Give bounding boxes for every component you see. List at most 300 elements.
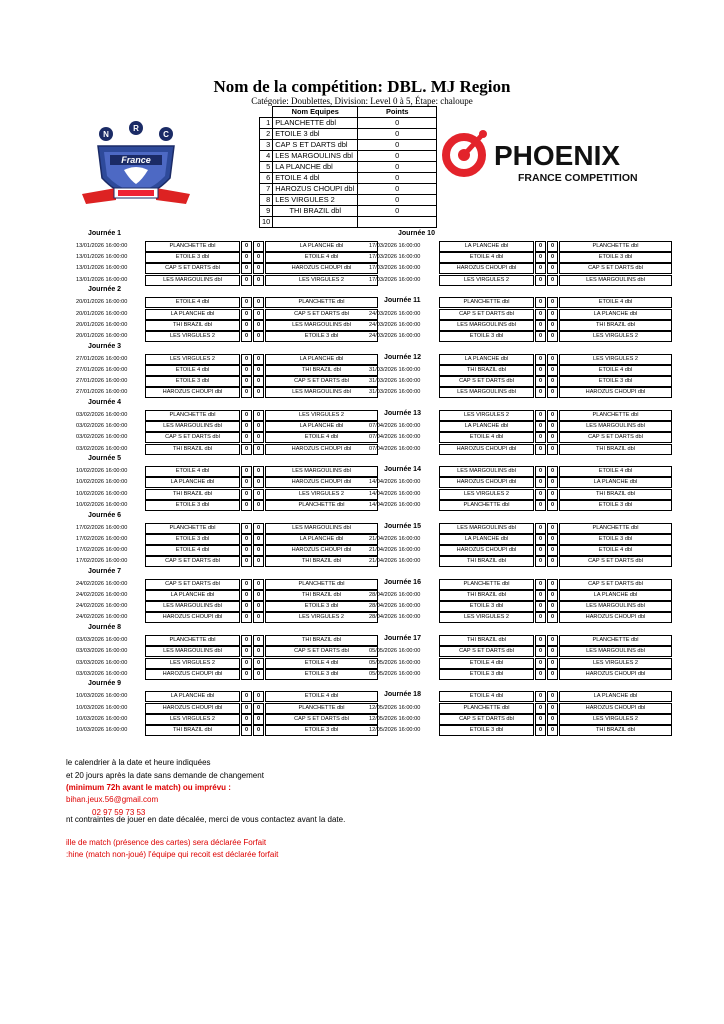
- match-row: [439, 331, 672, 341]
- away-team: ETOILE 3 dbl: [265, 725, 378, 736]
- away-score: 0: [253, 489, 264, 500]
- match-row: [145, 410, 378, 420]
- away-team: PLANCHETTE dbl: [265, 579, 378, 590]
- match-row: [145, 263, 378, 273]
- home-score: 0: [535, 646, 546, 657]
- away-team: HAROZUS CHOUPI dbl: [265, 444, 378, 455]
- match-date: 20/01/2026 16:00:00: [76, 321, 128, 328]
- team-row: [260, 206, 437, 217]
- away-score: 0: [253, 354, 264, 365]
- team-points: 0: [358, 173, 437, 184]
- journee-title: Journée 15: [384, 522, 421, 530]
- home-team: LES MARGOULINS dbl: [439, 387, 534, 398]
- away-score: 0: [253, 579, 264, 590]
- journee-title: Journée 11: [384, 297, 421, 305]
- home-team: LA PLANCHE dbl: [145, 590, 240, 601]
- team-name: ETOILE 4 dbl: [273, 173, 358, 184]
- match-row: [439, 309, 672, 319]
- journee-title: Journée 7: [88, 567, 122, 575]
- home-score: 0: [535, 523, 546, 534]
- away-score: 0: [253, 297, 264, 308]
- away-score: 0: [253, 444, 264, 455]
- home-team: LES MARGOULINS dbl: [145, 275, 240, 286]
- away-team: ETOILE 4 dbl: [265, 658, 378, 669]
- away-team: HAROZUS CHOUPI dbl: [265, 545, 378, 556]
- home-team: THI BRAZIL dbl: [439, 365, 534, 376]
- away-team: THI BRAZIL dbl: [265, 365, 378, 376]
- away-score: 0: [253, 252, 264, 263]
- away-team: ETOILE 3 dbl: [559, 534, 672, 545]
- home-score: 0: [535, 601, 546, 612]
- away-score: 0: [253, 635, 264, 646]
- team-row: [260, 162, 437, 173]
- away-team: ETOILE 4 dbl: [559, 545, 672, 556]
- away-team: ETOILE 4 dbl: [265, 691, 378, 702]
- home-team: LES VIRGULES 2: [145, 354, 240, 365]
- match-date: 03/03/2026 16:00:00: [76, 670, 128, 677]
- page-subtitle: Catégorie: Doublettes, Division: Level 0 à 5, Étape: chaloupe: [251, 96, 473, 106]
- home-team: CAP S ET DARTS dbl: [145, 579, 240, 590]
- away-team: HAROZUS CHOUPI dbl: [265, 263, 378, 274]
- away-team: LES VIRGULES 2: [559, 658, 672, 669]
- journee-title: Journée 5: [88, 455, 122, 463]
- match-row: [145, 635, 378, 645]
- team-name: PLANCHETTE dbl: [273, 118, 358, 129]
- match-date: 12/05/2026 16:00:00: [369, 727, 421, 733]
- away-score: 0: [253, 691, 264, 702]
- home-score: 0: [535, 658, 546, 669]
- match-date: 07/04/2026 16:00:00: [369, 434, 421, 441]
- away-score: 0: [253, 500, 264, 511]
- away-score: 0: [547, 669, 558, 680]
- home-score: 0: [535, 410, 546, 421]
- away-team: ETOILE 3 dbl: [265, 601, 378, 612]
- away-score: 0: [547, 432, 558, 443]
- home-team: ETOILE 3 dbl: [145, 534, 240, 545]
- away-team: THI BRAZIL dbl: [265, 590, 378, 601]
- match-row: [439, 635, 672, 645]
- home-score: 0: [241, 320, 252, 331]
- home-team: THI BRAZIL dbl: [439, 556, 534, 567]
- home-score: 0: [535, 534, 546, 545]
- away-team: CAP S ET DARTS dbl: [265, 714, 378, 725]
- journee-title: Journée 4: [88, 398, 122, 406]
- team-points: 0: [358, 206, 437, 217]
- home-score: 0: [535, 477, 546, 488]
- journee-title: Journée 1: [88, 230, 122, 237]
- match-date: 24/02/2026 16:00:00: [76, 603, 128, 610]
- match-date: 03/02/2026 16:00:00: [76, 445, 128, 452]
- match-date: 12/05/2026 16:00:00: [369, 704, 421, 711]
- match-row: [439, 691, 672, 701]
- home-score: 0: [535, 500, 546, 511]
- home-score: 0: [241, 410, 252, 421]
- journee-title: Journée 16: [384, 578, 421, 586]
- team-row: [260, 118, 437, 129]
- footer-line: nt contraintes de jouer en date décalée, merci de vous contactez avant la date.: [66, 815, 346, 824]
- team-name: CAP S ET DARTS dbl: [273, 140, 358, 151]
- away-team: PLANCHETTE dbl: [559, 241, 672, 252]
- away-score: 0: [253, 320, 264, 331]
- home-score: 0: [241, 703, 252, 714]
- match-date: 14/04/2026 16:00:00: [369, 490, 421, 497]
- home-team: HAROZUS CHOUPI dbl: [439, 263, 534, 274]
- away-score: 0: [547, 263, 558, 274]
- home-score: 0: [241, 263, 252, 274]
- team-rank: 5: [260, 162, 273, 173]
- away-score: 0: [253, 725, 264, 736]
- home-team: ETOILE 3 dbl: [439, 725, 534, 736]
- home-team: ETOILE 3 dbl: [439, 331, 534, 342]
- match-row: [145, 387, 378, 397]
- away-score: 0: [547, 477, 558, 488]
- team-name: LES VIRGULES 2: [273, 195, 358, 206]
- away-score: 0: [547, 534, 558, 545]
- match-row: [439, 669, 672, 679]
- team-points: 0: [358, 162, 437, 173]
- match-row: [145, 444, 378, 454]
- home-team: LES VIRGULES 2: [439, 275, 534, 286]
- match-row: [439, 658, 672, 668]
- home-score: 0: [535, 252, 546, 263]
- team-points: 0: [358, 184, 437, 195]
- match-date: 17/02/2026 16:00:00: [76, 558, 128, 565]
- match-date: 03/03/2026 16:00:00: [76, 637, 128, 644]
- away-score: 0: [253, 331, 264, 342]
- team-row: [260, 195, 437, 206]
- away-score: 0: [547, 500, 558, 511]
- team-points: 0: [358, 151, 437, 162]
- home-team: ETOILE 3 dbl: [145, 500, 240, 511]
- away-team: LES VIRGULES 2: [559, 354, 672, 365]
- match-date: 24/02/2026 16:00:00: [76, 592, 128, 598]
- match-row: [145, 320, 378, 330]
- match-date: 12/05/2026 16:00:00: [369, 715, 421, 722]
- home-score: 0: [241, 534, 252, 545]
- journee-title: Journée 6: [88, 511, 122, 519]
- away-score: 0: [547, 579, 558, 590]
- match-date: 28/04/2026 16:00:00: [369, 592, 421, 598]
- home-score: 0: [241, 658, 252, 669]
- home-team: HAROZUS CHOUPI dbl: [145, 387, 240, 398]
- journee-title: Journée 18: [384, 691, 421, 699]
- teams-table: [259, 106, 437, 228]
- away-team: LA PLANCHE dbl: [559, 590, 672, 601]
- team-points: 0: [358, 129, 437, 140]
- journee-title: Journée 3: [88, 342, 122, 350]
- home-team: HAROZUS CHOUPI dbl: [439, 477, 534, 488]
- home-team: ETOILE 4 dbl: [145, 297, 240, 308]
- away-team: LA PLANCHE dbl: [559, 477, 672, 488]
- match-row: [145, 489, 378, 499]
- match-row: [145, 545, 378, 555]
- home-score: 0: [535, 444, 546, 455]
- away-team: LES VIRGULES 2: [559, 714, 672, 725]
- team-name: THI BRAZIL dbl: [273, 206, 358, 217]
- home-score: 0: [535, 669, 546, 680]
- team-points: 0: [358, 140, 437, 151]
- match-date: 07/04/2026 16:00:00: [369, 445, 421, 452]
- home-team: LES MARGOULINS dbl: [145, 646, 240, 657]
- home-team: PLANCHETTE dbl: [439, 297, 534, 308]
- home-team: PLANCHETTE dbl: [145, 523, 240, 534]
- home-team: ETOILE 3 dbl: [145, 252, 240, 263]
- match-date: 24/03/2026 16:00:00: [369, 321, 421, 328]
- match-row: [439, 579, 672, 589]
- footer-line: (minimum 72h avant le match) ou imprévu :: [66, 783, 231, 792]
- home-team: CAP S ET DARTS dbl: [145, 432, 240, 443]
- match-date: 17/03/2026 16:00:00: [369, 254, 421, 261]
- footer-line: et 20 jours après la date sans demande de changement: [66, 771, 264, 780]
- away-score: 0: [547, 590, 558, 601]
- journee-title: Journée 8: [88, 624, 122, 632]
- away-team: CAP S ET DARTS dbl: [559, 432, 672, 443]
- match-date: 31/03/2026 16:00:00: [369, 378, 421, 384]
- home-team: THI BRAZIL dbl: [439, 635, 534, 646]
- home-score: 0: [535, 432, 546, 443]
- home-team: ETOILE 4 dbl: [145, 545, 240, 556]
- match-row: [145, 714, 378, 724]
- home-team: THI BRAZIL dbl: [439, 590, 534, 601]
- home-score: 0: [241, 500, 252, 511]
- match-row: [145, 252, 378, 262]
- ffd-france-logo: [76, 118, 196, 218]
- away-team: CAP S ET DARTS dbl: [559, 579, 672, 590]
- home-team: HAROZUS CHOUPI dbl: [145, 703, 240, 714]
- match-date: 05/05/2026 16:00:00: [369, 659, 421, 666]
- away-score: 0: [547, 421, 558, 432]
- match-date: 10/03/2026 16:00:00: [76, 704, 128, 711]
- away-score: 0: [547, 601, 558, 612]
- match-row: [145, 703, 378, 713]
- away-team: LES VIRGULES 2: [265, 410, 378, 421]
- away-score: 0: [547, 466, 558, 477]
- home-score: 0: [241, 365, 252, 376]
- match-row: [145, 354, 378, 364]
- away-score: 0: [253, 376, 264, 387]
- match-row: [145, 534, 378, 544]
- away-score: 0: [253, 421, 264, 432]
- home-score: 0: [241, 691, 252, 702]
- home-team: HAROZUS CHOUPI dbl: [145, 669, 240, 680]
- home-team: PLANCHETTE dbl: [145, 241, 240, 252]
- home-team: LES MARGOULINS dbl: [145, 421, 240, 432]
- match-row: [145, 365, 378, 375]
- team-rank: 9: [260, 206, 273, 217]
- home-score: 0: [535, 714, 546, 725]
- home-score: 0: [535, 331, 546, 342]
- away-score: 0: [547, 691, 558, 702]
- team-name: HAROZUS CHOUPI dbl: [273, 184, 358, 195]
- match-date: 03/02/2026 16:00:00: [76, 423, 128, 430]
- team-row: [260, 173, 437, 184]
- journee-title: Journée 9: [88, 680, 122, 688]
- away-team: LES VIRGULES 2: [559, 331, 672, 342]
- away-score: 0: [547, 252, 558, 263]
- away-score: 0: [547, 387, 558, 398]
- match-row: [439, 703, 672, 713]
- home-score: 0: [241, 297, 252, 308]
- match-date: 28/04/2026 16:00:00: [369, 614, 421, 621]
- match-date: 10/03/2026 16:00:00: [76, 715, 128, 722]
- match-date: 27/01/2026 16:00:00: [76, 389, 128, 396]
- phoenix-name: PHOENIX: [494, 140, 621, 171]
- phoenix-tagline: FRANCE COMPETITION: [518, 172, 638, 184]
- match-date: 17/02/2026 16:00:00: [76, 535, 128, 542]
- page-title: Nom de la compétition: DBL. MJ Region: [213, 77, 511, 96]
- match-date: 10/02/2026 16:00:00: [76, 501, 128, 508]
- team-row: [260, 140, 437, 151]
- match-row: [145, 601, 378, 611]
- home-team: LES MARGOULINS dbl: [439, 466, 534, 477]
- match-date: 17/02/2026 16:00:00: [76, 524, 128, 531]
- away-score: 0: [547, 410, 558, 421]
- home-score: 0: [241, 601, 252, 612]
- match-row: [145, 477, 378, 487]
- home-team: LES VIRGULES 2: [145, 658, 240, 669]
- home-team: ETOILE 4 dbl: [439, 432, 534, 443]
- away-team: PLANCHETTE dbl: [265, 703, 378, 714]
- away-score: 0: [253, 263, 264, 274]
- home-team: CAP S ET DARTS dbl: [439, 646, 534, 657]
- home-score: 0: [535, 489, 546, 500]
- away-score: 0: [547, 714, 558, 725]
- away-team: ETOILE 3 dbl: [265, 669, 378, 680]
- match-row: [145, 275, 378, 285]
- away-score: 0: [547, 612, 558, 623]
- away-team: LES MARGOULINS dbl: [265, 466, 378, 477]
- away-score: 0: [253, 410, 264, 421]
- match-row: [439, 612, 672, 622]
- home-team: CAP S ET DARTS dbl: [439, 309, 534, 320]
- match-date: 27/01/2026 16:00:00: [76, 378, 128, 384]
- match-date: 17/03/2026 16:00:00: [369, 243, 421, 249]
- away-score: 0: [253, 477, 264, 488]
- match-row: [145, 500, 378, 510]
- journee-title: Journée 13: [384, 409, 421, 417]
- away-team: LES MARGOULINS dbl: [265, 320, 378, 331]
- footer-line: bihan.jeux.56@gmail.com: [66, 795, 159, 804]
- away-team: LA PLANCHE dbl: [559, 691, 672, 702]
- home-team: ETOILE 4 dbl: [439, 658, 534, 669]
- match-row: [439, 590, 672, 600]
- away-team: LES MARGOULINS dbl: [559, 601, 672, 612]
- phoenix-logo: [442, 127, 662, 187]
- home-team: HAROZUS CHOUPI dbl: [439, 444, 534, 455]
- home-score: 0: [241, 646, 252, 657]
- match-date: 21/04/2026 16:00:00: [369, 535, 421, 542]
- away-score: 0: [547, 725, 558, 736]
- home-team: LES VIRGULES 2: [439, 489, 534, 500]
- match-row: [439, 500, 672, 510]
- match-date: 24/02/2026 16:00:00: [76, 614, 128, 621]
- teams-col-name: Nom Equipes: [273, 107, 358, 118]
- match-row: [145, 421, 378, 431]
- journee-title: Journée 10: [398, 230, 435, 237]
- away-team: LES MARGOULINS dbl: [265, 387, 378, 398]
- home-team: THI BRAZIL dbl: [145, 444, 240, 455]
- away-score: 0: [547, 365, 558, 376]
- away-team: THI BRAZIL dbl: [559, 320, 672, 331]
- match-date: 03/03/2026 16:00:00: [76, 648, 128, 655]
- team-row: [260, 184, 437, 195]
- match-row: [145, 241, 378, 251]
- match-date: 14/04/2026 16:00:00: [369, 501, 421, 508]
- home-score: 0: [535, 263, 546, 274]
- away-team: HAROZUS CHOUPI dbl: [559, 703, 672, 714]
- match-date: 27/01/2026 16:00:00: [76, 355, 128, 362]
- home-score: 0: [535, 466, 546, 477]
- away-score: 0: [253, 590, 264, 601]
- match-row: [439, 275, 672, 285]
- away-score: 0: [253, 601, 264, 612]
- away-team: LA PLANCHE dbl: [559, 309, 672, 320]
- away-team: LES VIRGULES 2: [265, 489, 378, 500]
- away-team: THI BRAZIL dbl: [559, 725, 672, 736]
- home-team: ETOILE 4 dbl: [439, 691, 534, 702]
- team-rank: 8: [260, 195, 273, 206]
- match-date: 10/02/2026 16:00:00: [76, 479, 128, 486]
- footer-line: le calendrier à la date et heure indiquées: [66, 758, 211, 767]
- home-score: 0: [535, 725, 546, 736]
- journee-title: Journée 12: [384, 353, 421, 361]
- away-team: CAP S ET DARTS dbl: [559, 263, 672, 274]
- home-score: 0: [241, 612, 252, 623]
- away-team: LES VIRGULES 2: [265, 612, 378, 623]
- home-score: 0: [241, 275, 252, 286]
- home-team: LES VIRGULES 2: [439, 612, 534, 623]
- journee-title: Journée 2: [88, 286, 122, 294]
- ffd-letter: R: [133, 124, 139, 133]
- home-score: 0: [241, 714, 252, 725]
- match-date: 10/02/2026 16:00:00: [76, 490, 128, 497]
- team-row: [260, 129, 437, 140]
- home-score: 0: [535, 275, 546, 286]
- home-score: 0: [535, 376, 546, 387]
- home-score: 0: [241, 556, 252, 567]
- match-date: 20/01/2026 16:00:00: [76, 299, 128, 306]
- match-date: 17/03/2026 16:00:00: [369, 265, 421, 272]
- match-date: 03/02/2026 16:00:00: [76, 434, 128, 441]
- match-row: [439, 376, 672, 386]
- away-score: 0: [253, 612, 264, 623]
- match-date: 13/01/2026 16:00:00: [76, 243, 128, 249]
- team-rank: 1: [260, 118, 273, 129]
- match-date: 05/05/2026 16:00:00: [369, 648, 421, 655]
- away-team: LA PLANCHE dbl: [265, 534, 378, 545]
- home-score: 0: [241, 545, 252, 556]
- home-score: 0: [241, 309, 252, 320]
- match-date: 10/03/2026 16:00:00: [76, 727, 128, 733]
- match-date: 17/02/2026 16:00:00: [76, 546, 128, 553]
- away-team: PLANCHETTE dbl: [265, 500, 378, 511]
- away-team: CAP S ET DARTS dbl: [559, 556, 672, 567]
- away-team: LES MARGOULINS dbl: [265, 523, 378, 534]
- match-date: 03/03/2026 16:00:00: [76, 659, 128, 666]
- ffd-letter: N: [103, 130, 109, 139]
- away-score: 0: [253, 669, 264, 680]
- home-team: LES MARGOULINS dbl: [145, 601, 240, 612]
- match-date: 10/02/2026 16:00:00: [76, 468, 128, 475]
- away-score: 0: [253, 703, 264, 714]
- match-row: [145, 646, 378, 656]
- away-score: 0: [547, 489, 558, 500]
- home-team: CAP S ET DARTS dbl: [439, 376, 534, 387]
- home-score: 0: [241, 331, 252, 342]
- home-team: LES VIRGULES 2: [145, 714, 240, 725]
- team-name: [273, 217, 358, 228]
- home-score: 0: [241, 432, 252, 443]
